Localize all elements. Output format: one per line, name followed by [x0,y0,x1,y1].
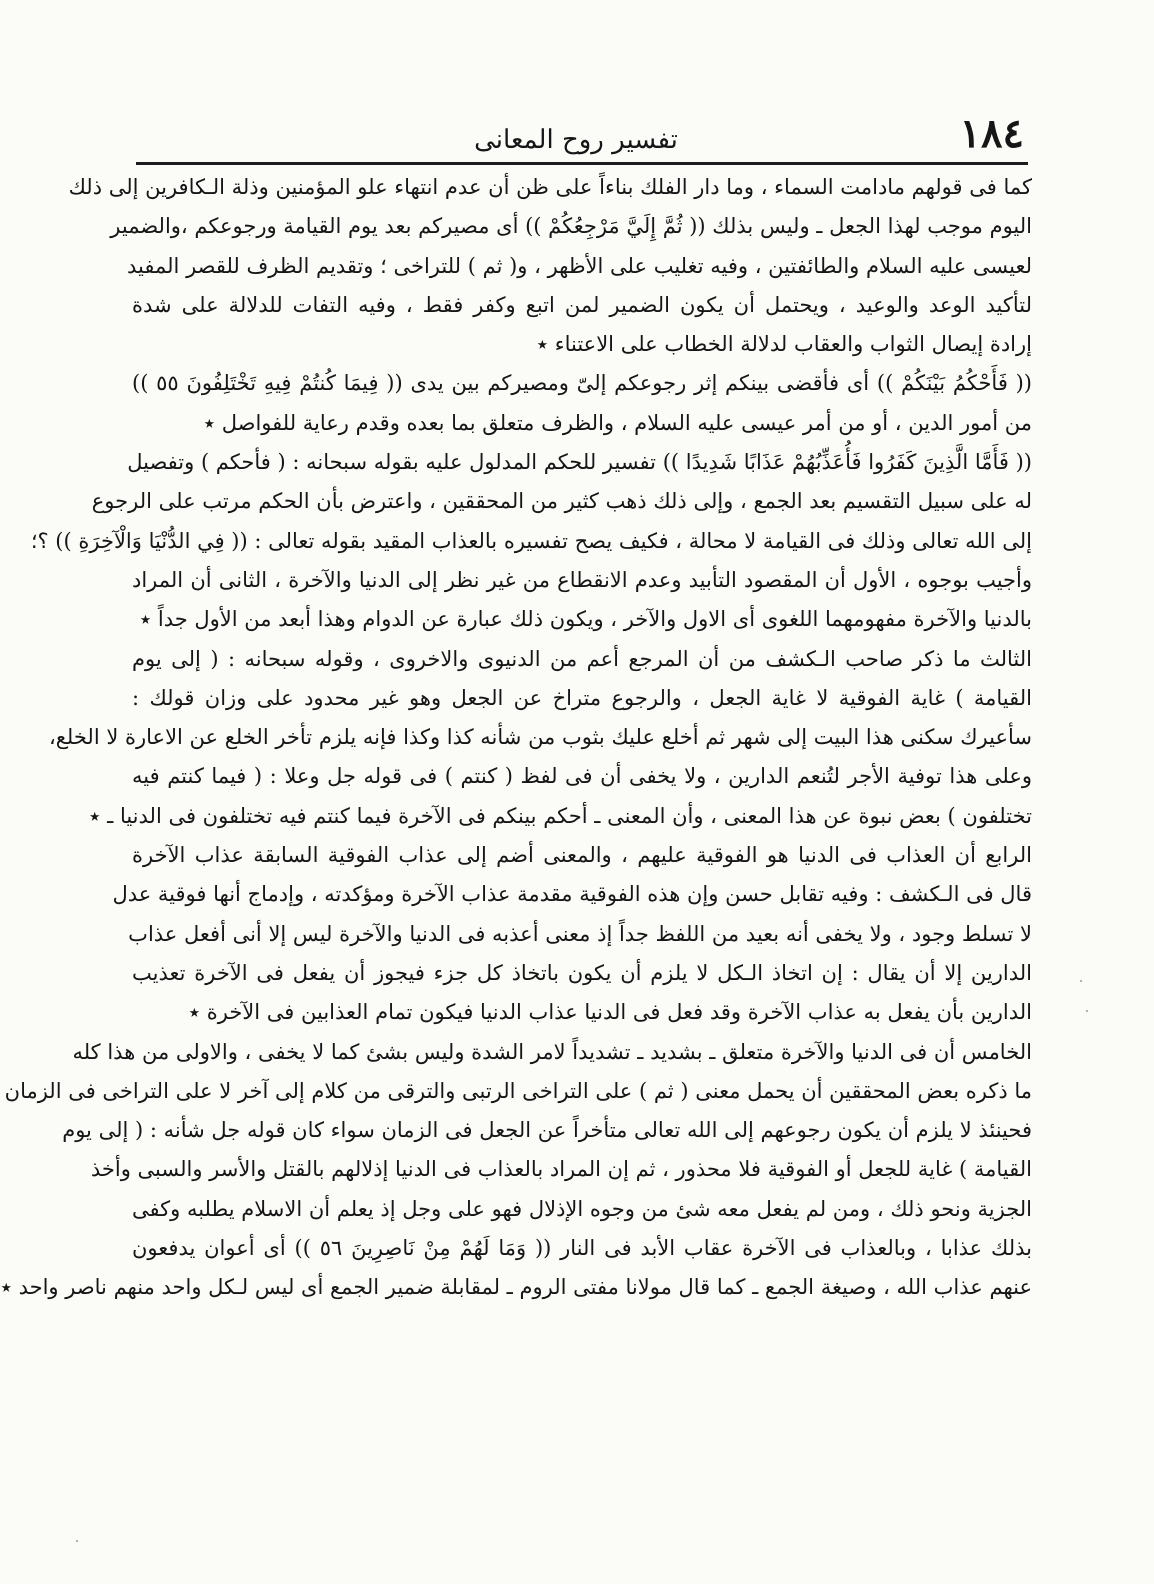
scan-speck [1086,1010,1088,1012]
scan-speck [76,1540,78,1542]
text-line: وأجيب بوجوه ، الأول أن المقصود التأبيد وعدم الانقطاع من غير نظر إلى الدنيا والآخرة ، الثانى أن المراد [132,567,1032,592]
page-header [128,108,1024,164]
text-line: تختلفون ) بعض نبوة عن هذا المعنى ، وأن المعنى ـ أحكم بينكم فى الآخرة فيما كنتم فيه تختلفون فى الدنيا ـ ٭ [89,803,1032,828]
text-line: الثالث ما ذكر صاحب الـكشف من أن المرجع أعم من الدنيوى والاخروى ، وقوله سبحانه : ( إلى يوم [132,646,1032,671]
text-line: الدارين إلا أن يقال : إن اتخاذ الـكل لا يلزم أن يكون باتخاذ كل جزء فيجوز أن يفعل فى الآخرة تعذيب [132,960,1032,985]
page-number: ١٨٤ [959,110,1024,157]
running-title: تفسير روح المعانى [474,125,678,155]
text-line: الخامس أن فى الدنيا والآخرة متعلق ـ بشديد ـ تشديداً لامر الشدة وليس بشئ كما لا يخفى ، والاولى من هذا كله [72,1039,1032,1064]
text-line: فحينئذ لا يلزم أن يكون رجوعهم إلى الله تعالى متأخراً عن الجعل فى الزمان سواء كان قوله جل شأنه : ( إلى يوم [62,1118,1032,1143]
text-line: له على سبيل التقسيم بعد الجمع ، وإلى ذلك ذهب كثير من المحققين ، واعترض بأن الحكم مرتب على الرجوع [91,489,1032,514]
text-line: بالدنيا والآخرة مفهومهما اللغوى أى الاول والآخر ، ويكون ذلك عبارة عن الدوام وهذا أبعد من الأول جداً ٭ [139,607,1032,632]
body-text [0,168,1033,1308]
text-line: قال فى الـكشف : وفيه تقابل حسن وإن هذه الفوقية مقدمة عذاب الآخرة ومؤكدته ، وإدماج أنها فوقية عدل [112,882,1032,907]
text-line: لتأكيد الوعد والوعيد ، ويحتمل أن يكون الضمير لمن اتبع وكفر فقط ، وفيه التفات للدلالة على شدة [132,292,1032,317]
text-line: ما ذكره بعض المحققين أن يحمل معنى ( ثم ) على التراخى الرتبى والترقى من كلام إلى آخر لا على التراخى فى الزمان [4,1078,1032,1103]
verse-line: بذلك عذابا ، وبالعذاب فى الآخرة عقاب الأبد فى النار (( وَمَا لَهُمْ مِنْ نَاصِرِينَ ٥٦ )) أى أعوان يدفعون [132,1236,1033,1261]
scan-speck [1080,980,1082,982]
text-line: إرادة إيصال الثواب والعقاب لدلالة الخطاب على الاعتناء ٭ [536,332,1032,357]
text-line: سأعيرك سكنى هذا البيت إلى شهر ثم أخلع عليك بثوب من شأنه كذا وكذا فإنه يلزم تأخر الخلع عن الاعارة لا الخلع، [48,725,1032,750]
text-line: وعلى هذا توفية الأجر لتُنعم الدارين ، ولا يخفى أن فى لفظ ( كنتم ) فى قوله جل وعلا : ( فيما كنتم فيه [132,764,1032,789]
text-line: عنهم عذاب الله ، وصيغة الجمع ـ كما قال مولانا مفتى الروم ـ لمقابلة ضمير الجمع أى ليس لـكل واحد منهم ناصر واحد ٭ [0,1275,1032,1300]
text-line: إلى الله تعالى وذلك فى القيامة لا محالة ، فكيف يصح تفسيره بالعذاب المقيد بقوله تعالى : (( فِي الدُّنْيَا وَالْآخِرَةِ )) ؟؛ [30,528,1032,553]
text-line: الرابع أن العذاب فى الدنيا هو الفوقية عليهم ، والمعنى أضم إلى عذاب الفوقية السابقة عذاب الآخرة [132,843,1032,868]
text-line: لعيسى عليه السلام والطائفتين ، وفيه تغليب على الأظهر ، و( ثم ) للتراخى ؛ وتقديم الظرف للقصر المفيد [127,253,1032,278]
header-rule [136,162,1028,165]
text-line: الجزية ونحو ذلك ، ومن لم يفعل معه شئ من وجوه الإذلال فهو على وجل إذ يعلم أن الاسلام يطلبه وكفى [132,1196,1032,1221]
text-line: القيامة ) غاية الفوقية لا غاية الجعل ، والرجوع متراخ عن الجعل وهو غير محدود على وزان قولك : [132,685,1032,710]
text-line: الدارين بأن يفعل به عذاب الآخرة وقد فعل فى الدنيا عذاب الدنيا فيكون تمام العذابين فى الآخرة ٭ [188,1000,1032,1025]
text-line: كما فى قولهم مادامت السماء ، وما دار الفلك بناءاً على ظن أن عدم انتهاء علو المؤمنين وذلة الـكافرين إلى ذلك [68,175,1032,199]
text-line: اليوم موجب لهذا الجعل ـ وليس بذلك (( ثُمَّ إِلَيَّ مَرْجِعُكُمْ )) أى مصيركم بعد يوم القيامة ورجوعكم ،والضمير [110,214,1032,239]
text-line: من أمور الدين ، أو من أمر عيسى عليه السلام ، والظرف متعلق بما بعده وقدم رعاية للفواصل ٭ [203,410,1032,435]
text-line: لا تسلط وجود ، ولا يخفى أنه بعيد من اللفظ جداً إذ معنى أعذبه فى الدنيا والآخرة ليس إلا أنى أفعل عذاب [128,921,1032,946]
verse-line: (( فَأَمَّا الَّذِينَ كَفَرُوا فَأُعَذِّبُهُمْ عَذَابًا شَدِيدًا )) تفسير للحكم المدلول عليه بقوله سبحانه : ( فأحكم ) وتفصيل [127,450,1032,475]
text-line: القيامة ) غاية للجعل أو الفوقية فلا محذور ، ثم إن المراد بالعذاب فى الدنيا إذلالهم بالقتل والأسر والسبى وأخذ [90,1157,1032,1182]
verse-line: (( فَأَحْكُمُ بَيْنَكُمْ )) أى فأقضى بينكم إثر رجوعكم إلىّ ومصيركم بين يدى (( فِيمَا كُنتُمْ فِيهِ تَخْتَلِفُونَ ٥٥ )) [132,371,1033,396]
